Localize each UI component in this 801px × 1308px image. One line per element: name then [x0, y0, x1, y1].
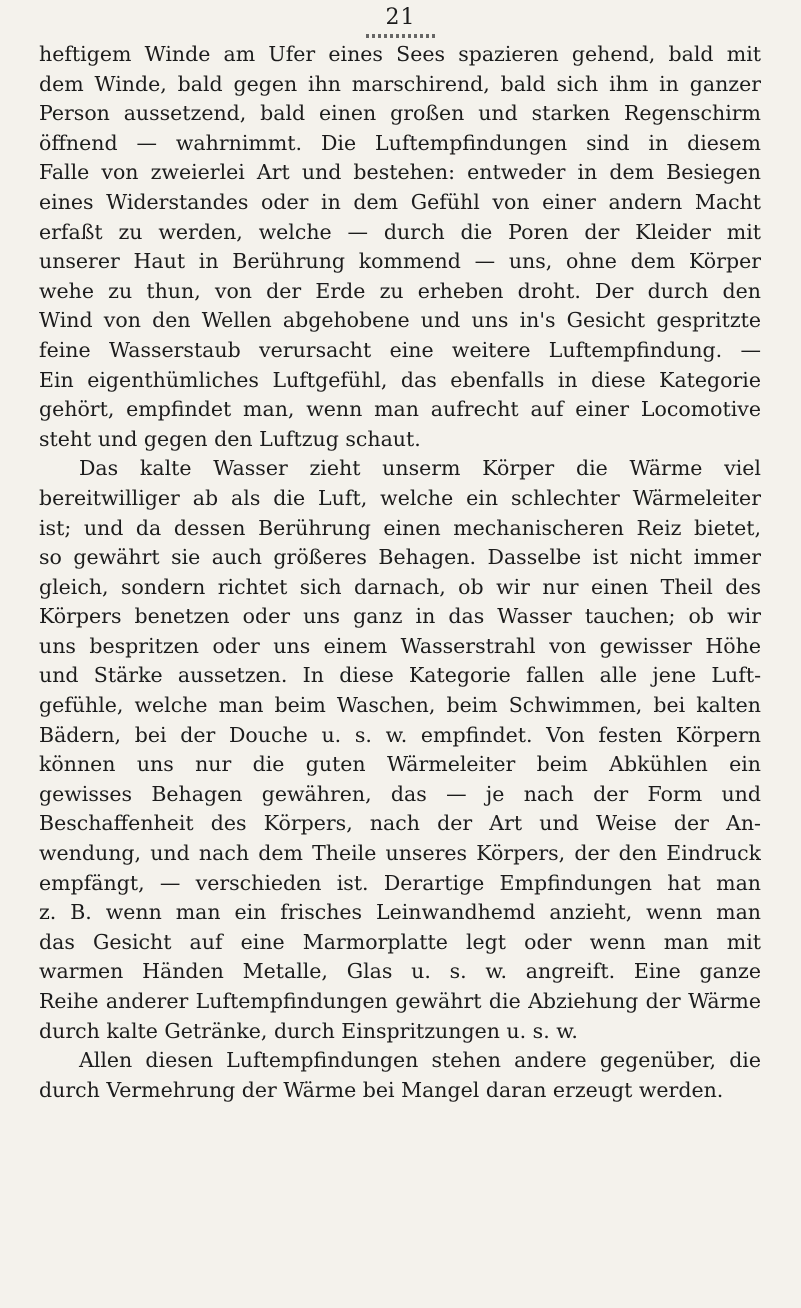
text-line: Beschaffenheit des Körpers, nach der Art und Weise der An-	[39, 811, 761, 836]
text-line: dem Winde, bald gegen ihn marschirend, bald sich ihm in ganzer	[39, 71, 761, 96]
text-line: Reihe anderer Luftempfindungen gewährt die Abziehung der Wärme	[39, 989, 761, 1013]
text-line: gewisses Behagen gewähren, das — je nach der Form und	[39, 781, 761, 806]
page-number: 21	[385, 5, 416, 30]
text-line: warmen Händen Metalle, Glas u. s. w. angreift. Eine ganze	[39, 959, 761, 984]
text-line: erfaßt zu werden, welche — durch die Poren der Kleider mit	[39, 219, 761, 244]
body-text	[39, 40, 761, 1105]
text-line: gleich, sondern richtet sich darnach, ob wir nur einen Theil des	[39, 574, 761, 599]
text-line: Körpers benetzen oder uns ganz in das Wasser tauchen; ob wir	[39, 604, 761, 629]
text-line: wehe zu thun, von der Erde zu erheben droht. Der durch den	[39, 278, 761, 303]
text-line: das Gesicht auf eine Marmorplatte legt oder wenn man mit	[39, 929, 761, 954]
text-line: durch Vermehrung der Wärme bei Mangel daran erzeugt werden.	[39, 1077, 724, 1102]
text-line: können uns nur die guten Wärmeleiter beim Abkühlen ein	[39, 752, 761, 777]
text-line: und Stärke aussetzen. In diese Kategorie fallen alle jene Luft-	[39, 663, 761, 688]
text-line: ist; und da dessen Berührung einen mechanischeren Reiz bietet,	[39, 515, 761, 540]
text-line: gefühle, welche man beim Waschen, beim Schwimmen, bei kalten	[39, 693, 761, 718]
text-line: bereitwilliger ab als die Luft, welche ein schlechter Wärmeleiter	[39, 485, 761, 510]
text-line: durch kalte Getränke, durch Einspritzungen u. s. w.	[39, 1018, 578, 1043]
text-line: Bädern, bei der Douche u. s. w. empfindet. Von festen Körpern	[39, 722, 761, 747]
text-line: Allen diesen Luftempfindungen stehen andere gegenüber, die	[79, 1048, 761, 1073]
text-line: so gewährt sie auch größeres Behagen. Dasselbe ist nicht immer	[39, 545, 761, 570]
text-line: Falle von zweierlei Art und bestehen: entweder in dem Besiegen	[39, 160, 761, 185]
text-line: gehört, empfindet man, wenn man aufrecht auf einer Locomotive	[39, 397, 761, 422]
text-line: Das kalte Wasser zieht unserm Körper die Wärme viel	[79, 456, 761, 481]
text-line: feine Wasserstaub verursacht eine weitere Luftempfindung. —	[39, 337, 761, 362]
text-line: Wind von den Wellen abgehobene und uns in's Gesicht gespritzte	[39, 308, 761, 333]
page-number-ornament	[366, 34, 436, 38]
text-line: empfängt, — verschieden ist. Derartige Empfindungen hat man	[39, 870, 761, 895]
text-line: Ein eigenthümliches Luftgefühl, das ebenfalls in diese Kategorie	[39, 367, 761, 392]
text-line: öffnend — wahrnimmt. Die Luftempfindungen sind in diesem	[39, 130, 761, 155]
text-line: eines Widerstandes oder in dem Gefühl von einer andern Macht	[39, 189, 761, 214]
text-line: steht und gegen den Luftzug schaut.	[39, 426, 421, 451]
text-line: wendung, und nach dem Theile unseres Körpers, der den Eindruck	[39, 841, 761, 866]
text-line: unserer Haut in Berührung kommend — uns, ohne dem Körper	[39, 249, 761, 274]
text-line: uns bespritzen oder uns einem Wasserstrahl von gewisser Höhe	[39, 633, 761, 658]
text-line: heftigem Winde am Ufer eines Sees spazieren gehend, bald mit	[39, 42, 761, 66]
text-line: z. B. wenn man ein frisches Leinwandhemd anzieht, wenn man	[39, 900, 761, 925]
text-line: Person aussetzend, bald einen großen und starken Regenschirm	[39, 101, 761, 126]
